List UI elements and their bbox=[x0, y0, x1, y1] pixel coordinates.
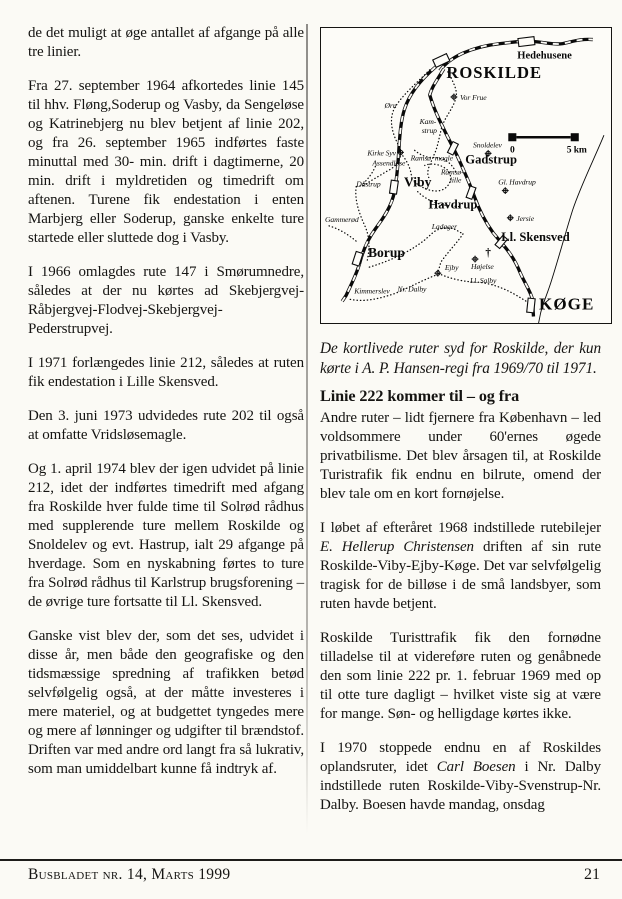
paragraph: Andre ruter – lidt fjernere fra København – led voldsommere under 60'ernes øgede privatbilisme. Det blev årsagen til, at Roskilde Turistrafik fik endnu en bilrute, omend der blev tale om en kort fornøjelse. bbox=[320, 410, 601, 502]
map-label: magle bbox=[434, 153, 453, 163]
map-label: Kam- bbox=[419, 117, 437, 127]
paragraph: I 1970 stoppede endnu en af Roskildes oplandsruter, idet Carl Boesen i Nr. Dalby indstillede ruten Roskilde-Viby-Svenstrup-Nr. Dalby. Boesen havde mandag, onsdag bbox=[320, 740, 601, 813]
map-label: Ejby bbox=[444, 263, 459, 273]
column-divider bbox=[306, 24, 308, 834]
map-label: Gammerød bbox=[325, 214, 359, 224]
map-label: Kirke Syv bbox=[367, 148, 396, 158]
map-symbols bbox=[485, 247, 491, 259]
scale-distance-label: 5 km bbox=[566, 144, 587, 156]
map-label: Jersie bbox=[516, 213, 534, 223]
map-label: Dåstrup bbox=[356, 179, 381, 189]
church-icon bbox=[502, 187, 509, 194]
map-town-labels bbox=[368, 51, 594, 314]
map-label: Assendløse bbox=[372, 158, 406, 168]
map-label: Gl. Havdrup bbox=[498, 177, 536, 187]
paragraph: Ganske vist blev der, som det ses, udvidet i disse år, men både den geografiske og den tidsmæssige spredning af trafikken betød selvfølgelig også, at der måtte investeres i mere materiel, og at budgettet tyngedes mere og mere af lønninger og udgifter til brændstof. Driften var med andre ord langt fra så lukrativ, som man umiddelbart kunne få indtryk af. bbox=[28, 628, 304, 777]
map-label: Ladager bbox=[431, 221, 457, 231]
map-label: strup bbox=[421, 126, 437, 136]
paragraph: Og 1. april 1974 blev der igen udvidet på linie 212, idet der indførtes timedrift med afgang fra Roskilde hver fulde time til Solrød rådhus med supplerende ture mellem Roskilde og Snoldelev og evt. Hastrup, ialt 29 afgange på hverdage. Som en nyskabning førtes to ture fra Solrød rådhus til Karlstrup brugsforening – de øvrige ture fortsatte til Ll. Skensved. bbox=[28, 461, 304, 610]
paragraph: I 1971 forlængedes linie 212, således at ruten fik endestation i Lille Skensved. bbox=[28, 355, 304, 390]
scale-zero-label: 0 bbox=[509, 144, 515, 156]
paragraph: I 1966 omlagdes rute 147 i Smørumnedre, således at der nu kørtes ad Skebjergvej-Råbjergvej-Flodvej-Skebjergvej-Pederstrupvej. bbox=[28, 264, 304, 337]
paragraph: Den 3. juni 1973 udvidedes rute 202 til også at omfatte Vridsløsemagle. bbox=[28, 408, 304, 443]
church-icon bbox=[507, 214, 514, 221]
route-map bbox=[320, 27, 612, 324]
map-label: † bbox=[485, 247, 491, 260]
footer bbox=[28, 866, 600, 884]
map-label: Ll. Skensved bbox=[501, 229, 570, 244]
map-label: Borup bbox=[367, 245, 405, 261]
paragraph: de det muligt at øge antallet af afgange på alle tre linier. bbox=[28, 25, 304, 60]
scale-bar bbox=[508, 133, 587, 155]
map-label: Ll. Salby bbox=[470, 276, 497, 286]
route-map-svg bbox=[321, 28, 611, 323]
map-caption: De kortlivede ruter syd for Roskilde, der kun kørte i A. P. Hansen-regi fra 1969/70 til 1971. bbox=[320, 340, 601, 377]
right-column-text bbox=[320, 409, 601, 815]
footer-rule bbox=[0, 859, 622, 861]
map-label: Højelse bbox=[471, 262, 494, 272]
paragraph: I løbet af efteråret 1968 indstillede rutebilejer E. Hellerup Christensen driften af sin rute Roskilde-Viby-Ejby-Køge. Det var selvfølgelig tragisk for de billøse i de små landsbyer, som ruten havde betjent. bbox=[320, 520, 601, 612]
map-label: Vor Frue bbox=[459, 92, 487, 102]
map-label: Havdrup bbox=[428, 197, 478, 212]
map-label: Ramsø- bbox=[440, 167, 464, 177]
map-label: Ørn bbox=[384, 101, 397, 111]
map-label: KØGE bbox=[539, 294, 595, 314]
map-label: Gadstrup bbox=[465, 152, 518, 167]
map-label: ROSKILDE bbox=[446, 62, 543, 82]
map-label: lille bbox=[449, 175, 462, 185]
right-column bbox=[320, 27, 601, 815]
paragraph: Roskilde Turisttrafik fik den fornødne tilladelse til at videreføre ruten og genåbnede den som linie 222 pr. 1. februar 1969 med op til otte ture dagligt – hvilket viste sig at være for mange. Søn- og helligdage kørtes ikke. bbox=[320, 630, 601, 722]
journal-title: Busbladet nr. 14, Marts 1999 bbox=[28, 866, 231, 883]
map-label: Viby bbox=[403, 174, 432, 190]
map-label: Snoldelev bbox=[473, 140, 502, 150]
left-column bbox=[28, 24, 304, 779]
map-label: Ramsø bbox=[410, 153, 431, 163]
map-label: Nr. Dalby bbox=[397, 284, 427, 294]
map-label: Hedehusene bbox=[517, 50, 572, 62]
page-number: 21 bbox=[584, 866, 600, 883]
paragraph: Fra 27. september 1964 afkortedes linie 145 til hhv. Fløng,Soderup og Vasby, da Sengeløse og Katrinebjerg nu blev betjent af linie 202, og fra 26. september 1965 indførtes faste minuttal med 30- min. drift i dagtimerne, 20 min. drift i myldretiden og timedrift om aftenen. Turene fik endestation i enten Marbjerg eller Soderup, ganske enkelte ture startede eller sluttede dog i Vasby. bbox=[28, 78, 304, 246]
section-heading: Linie 222 kommer til – og fra bbox=[320, 387, 520, 405]
map-label: Kimmerslev bbox=[354, 286, 390, 296]
